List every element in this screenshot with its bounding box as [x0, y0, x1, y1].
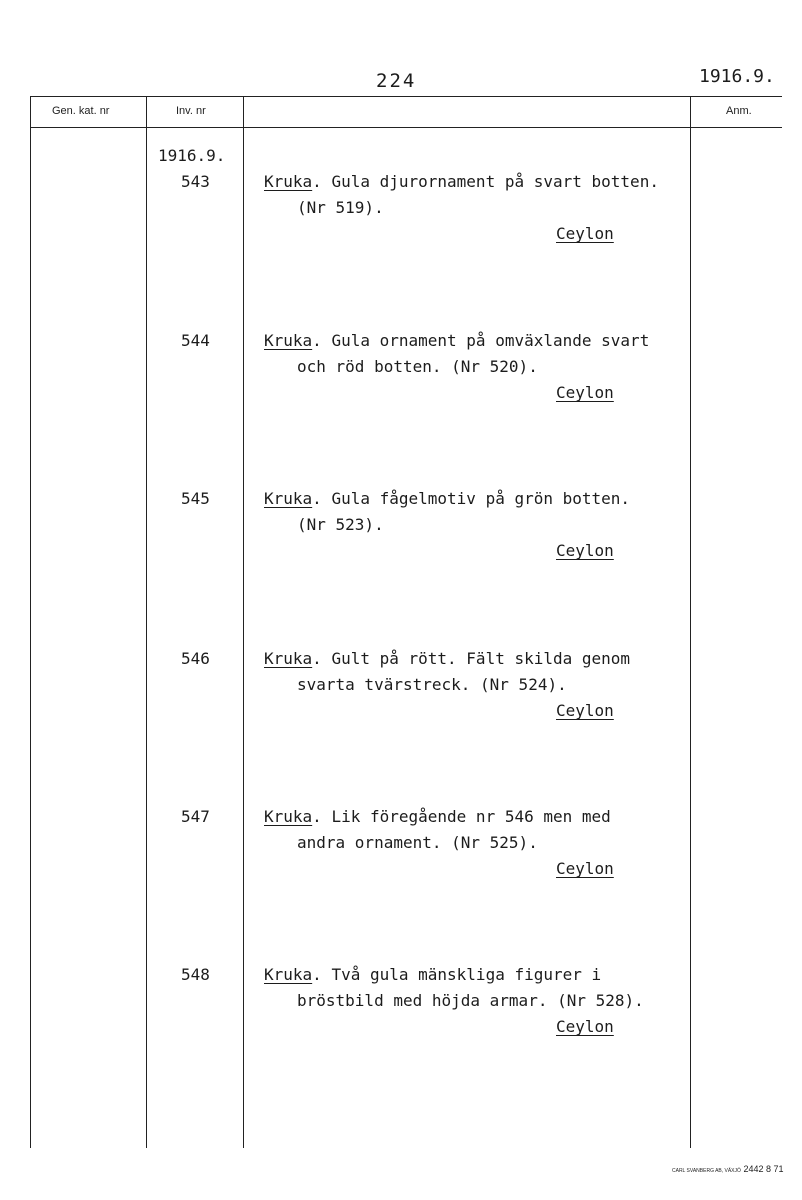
description-text: . Gult på rött. Fält skilda genom: [312, 649, 631, 668]
catalog-entry: [0, 965, 802, 1055]
printer-code: 2442 8 71: [743, 1164, 784, 1174]
catalog-entry: [0, 807, 802, 897]
description-line-2: (Nr 519).: [297, 198, 384, 217]
origin-label: Ceylon: [556, 541, 614, 560]
header-date: 1916.9.: [699, 66, 775, 87]
object-type: Kruka: [264, 807, 313, 826]
object-type: Kruka: [264, 172, 313, 191]
inventory-number: 548: [181, 965, 210, 984]
description-line-2: (Nr 523).: [297, 515, 384, 534]
printer-mark: [672, 1164, 783, 1174]
origin-label: Ceylon: [556, 701, 614, 720]
inventory-number: 543: [181, 172, 210, 191]
description-line-2: bröstbild med höjda armar. (Nr 528).: [297, 991, 644, 1010]
description-line-2: svarta tvärstreck. (Nr 524).: [297, 675, 567, 694]
inventory-number: 545: [181, 489, 210, 508]
description-line-1: [264, 965, 601, 984]
description-line-1: [264, 649, 630, 668]
year-mark: 1916.9.: [158, 146, 226, 165]
catalog-entry: [0, 172, 802, 262]
catalog-entry: [0, 649, 802, 739]
description-line-2: andra ornament. (Nr 525).: [297, 833, 538, 852]
origin-label: Ceylon: [556, 224, 614, 243]
description-text: . Gula djurornament på svart botten.: [312, 172, 659, 191]
table-top-rule: [30, 96, 782, 97]
description-text: . Lik föregående nr 546 men med: [312, 807, 611, 826]
description-text: . Gula ornament på omväxlande svart: [312, 331, 650, 350]
object-type: Kruka: [264, 489, 313, 508]
description-line-1: [264, 331, 649, 350]
column-header-gen-kat-nr: Gen. kat. nr: [52, 105, 110, 117]
object-type: Kruka: [264, 965, 313, 984]
catalog-entry: [0, 489, 802, 579]
printer-name: CARL SVANBERG AB, VÄXJÖ: [672, 1168, 741, 1174]
origin-label: Ceylon: [556, 1017, 614, 1036]
description-text: . Gula fågelmotiv på grön botten.: [312, 489, 631, 508]
object-type: Kruka: [264, 649, 313, 668]
table-header-rule: [30, 127, 782, 128]
description-line-1: [264, 172, 659, 191]
page-number: 224: [376, 70, 417, 92]
catalog-entry: [0, 331, 802, 421]
inventory-number: 546: [181, 649, 210, 668]
description-text: . Två gula mänskliga figurer i: [312, 965, 602, 984]
description-line-1: [264, 489, 630, 508]
inventory-number: 544: [181, 331, 210, 350]
inventory-number: 547: [181, 807, 210, 826]
description-line-1: [264, 807, 611, 826]
object-type: Kruka: [264, 331, 313, 350]
column-header-inv-nr: Inv. nr: [176, 105, 206, 117]
column-header-anm: Anm.: [726, 105, 752, 117]
origin-label: Ceylon: [556, 859, 614, 878]
description-line-2: och röd botten. (Nr 520).: [297, 357, 538, 376]
origin-label: Ceylon: [556, 383, 614, 402]
